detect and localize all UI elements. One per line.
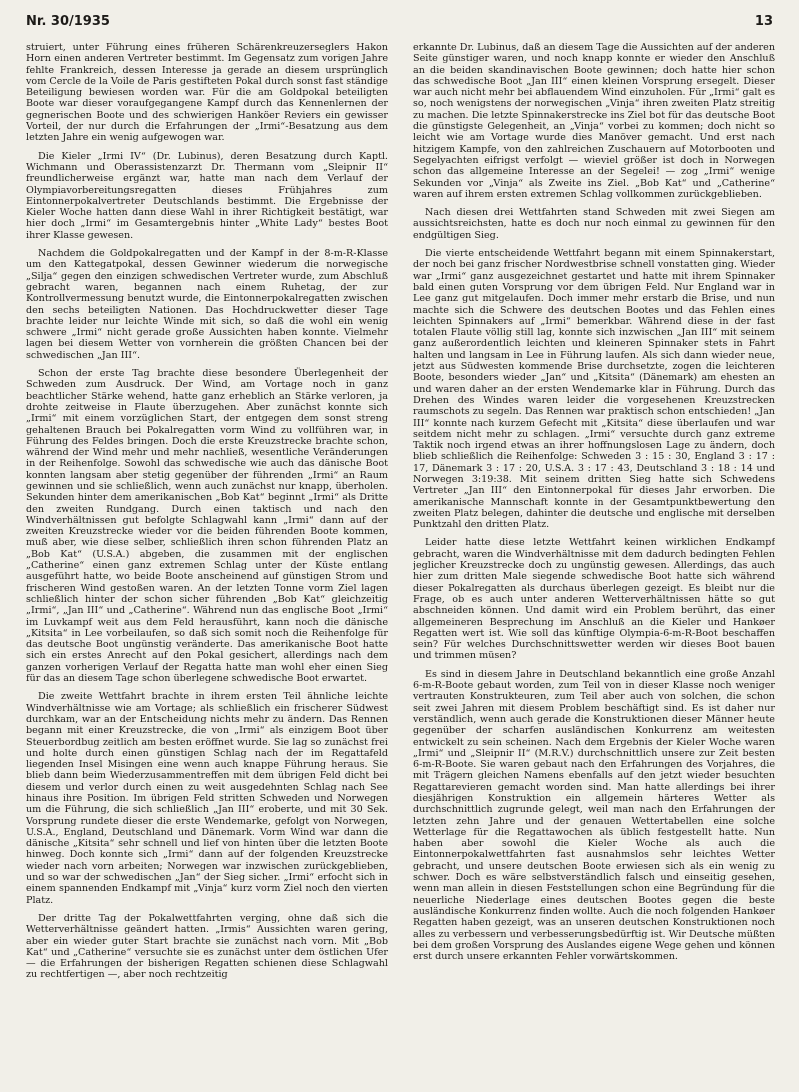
right-column: [413, 42, 775, 1082]
paragraph: Die Kieler „Irmi IV“ (Dr. Lubinus), deren Besatzung durch Kaptl. Wichmann und Oberassistenzarzt Dr. Thermann vom „Sleipnir II“ freundlicherweise ergänzt war, hatte man nach dem Verlauf der Olympiavorbereitungsregatten dieses Frühjahres zum Eintonnerpokalvertreter Deutschlands bestimmt. Die Ergebnisse der Kieler Woche hatten dann diese Wahl in ihrer Richtigkeit bestätigt, war hier doch „Irmi“ im Gesamtergebnis hinter „White Lady“ bestes Boot ihrer Klasse gewesen.: [26, 150, 388, 241]
page-number: 13: [754, 14, 773, 29]
paragraph: Leider hatte diese letzte Wettfahrt keinen wirklichen Endkampf gebracht, waren die Windverhältnisse mit dem dadurch bedingten Fehlen jeglicher Kreuzstrecke doch zu ungünstig gewesen. Allerdings, das auch hier zum dritten Male siegende schwedische Boot hatte sich während dieser Pokalregatten als durchaus überlegen gezeigt. Es bleibt nur die Frage, ob es auch unter anderen Wetterverhältnissen hätte so gut abschneiden können. Und damit wird ein Problem berührt, das einer allgemeineren Besprechung im Anschluß an die Kieler und Hankøer Regatten wert ist. Wie soll das künftige Olympia-6-m-R-Boot beschaffen sein? Für welches Durchschnittswetter werden wir dieses Boot bauen und trimmen müsen?: [413, 537, 775, 662]
paragraph: Es sind in diesem Jahre in Deutschland bekanntlich eine große Anzahl 6-m-R-Boote gebaut worden, zum Teil von in dieser Klasse noch weniger vertrauten Konstrukteuren, zum Teil aber auch von solchen, die schon seit zwei Jahren mit diesem Problem beschäftigt sind. Es ist daher nur verständlich, wenn auch gerade die Konstruktionen dieser Männer heute gegenüber der scharfen ausländischen Konkurrenz am weitesten entwickelt zu sein scheinen. Nach dem Ergebnis der Kieler Woche waren „Irmi“ und „Sleipnir II“ (M.R.V.) durchschnittlich unsere zur Zeit besten 6-m-R-Boote. Sie waren gebaut nach den Erfahrungen des Vorjahres, die mit Trägern gleichen Namens ebenfalls auf den jetzt wieder besuchten Regattarevieren gemacht worden sind. Man hatte allerdings bei ihrer diesjährigen Konstruktion ein allgemein härteres Wetter als durchschnittlich zugrunde gelegt, weil man nach den Erfahrungen der letzten zehn Jahre und der genauen Wettertabellen eine solche Wetterlage für die Regattawochen als üblich festgestellt hatte. Nun haben aber sowohl die Kieler Woche als auch die Eintonnerpokalwettfahrten fast ausnahmslos sehr leichtes Wetter gebracht, und unsere deutschen Boote erwiesen sich als ein wenig zu schwer. Doch es wäre selbstverständlich falsch und einseitig gesehen, wenn man allein in diesen Feststellungen schon eine Begründung für die neuerliche Niederlage eines deutschen Bootes gegen die beste ausländische Konkurrenz finden wollte. Auch die noch folgenden Hankøer Regatten haben gezeigt, was an unseren deutschen Konstruktionen noch alles zu verbessern und verbesserungsbedürftig ist. Wir Deutsche müßten bei dem großen Vorsprung des Auslandes eigene Wege gehen und können erst durch unsere erkannten Fehler vorwärtskommen.: [413, 668, 775, 963]
issue-number: Nr. 30/1935: [26, 14, 110, 29]
paragraph: erkannte Dr. Lubinus, daß an diesem Tage die Aussichten auf der anderen Seite günstiger waren, und noch knapp konnte er wieder den Anschluß an die beiden skandinavischen Boote gewinnen; doch hatte hier schon das schwedische Boot „Jan III“ einen kleinen Vorsprung ersegelt. Dieser war auch nicht mehr bei abflauendem Wind einzuholen. Für „Irmi“ galt es so, noch wenigstens der norwegischen „Vinja“ ihren zweiten Platz streitig zu machen. Die letzte Spinnakerstrecke ins Ziel bot für das deutsche Boot die günstigste Gelegenheit, an „Vinja“ vorbei zu kommen; doch nicht so leicht wie am Vortage wurde dies Manöver gemacht. Und erst nach hitzigem Kampfe, von den zahlreichen Zuschauern auf Motorbooten und Segelyachten eifrigst verfolgt — wieviel größer ist doch in Norwegen schon das allgemeine Interesse an der Segelei! — zog „Irmi“ wenige Sekunden vor „Vinja“ als Zweite ins Ziel. „Bob Kat“ und „Catherine“ waren auf ihrem ersten extremen Schlag vollkommen zurückgeblieben.: [413, 42, 775, 200]
paragraph: Die zweite Wettfahrt brachte in ihrem ersten Teil ähnliche leichte Windverhältnisse wie am Vortage; als schließlich ein frischerer Südwest durchkam, war an der Entscheidung nichts mehr zu ändern. Das Rennen begann mit einer Kreuzstrecke, die von „Irmi“ als einzigem Boot über Steuerbordbug zeitlich am besten eröffnet wurde. Sie lag so zunächst frei und holte durch einen günstigen Schlag nach der im Regattafeld liegenden Insel Misingen eine wenn auch knappe Führung heraus. Sie blieb dann beim Wiederzusammentreffen mit dem übrigen Feld dicht bei diesem und verlor durch einen zu weit ausgedehnten Schlag nach See hinaus ihre Position. Im übrigen Feld stritten Schweden und Norwegen um die Führung, die sich schließlich „Jan III“ eroberte, und mit 30 Sek. Vorsprung rundete dieser die erste Wendemarke, gefolgt von Norwegen, U.S.A., England, Deutschland und Dänemark. Vorm Wind war dann die dänische „Kitsita“ sehr schnell und lief von hinten über die letzten Boote hinweg. Doch konnte sich „Irmi“ dann auf der folgenden Kreuzstrecke wieder nach vorn arbeiten; Norwegen war inzwischen zurückgeblieben, und so war der schwedischen „Jan“ der Sieg sicher. „Irmi“ erfocht sich in einem spannenden Endkampf mit „Vinja“ kurz vorm Ziel noch den vierten Platz.: [26, 691, 388, 906]
article-columns: [26, 42, 775, 1082]
left-column: [26, 42, 388, 1082]
paragraph: Nachdem die Goldpokalregatten und der Kampf in der 8-m-R-Klasse um den Kattegatpokal, dessen Gewinner wiederum die norwegische „Silja“ gegen den einzigen schwedischen Vertreter wurde, zum Abschluß gebracht waren, begannen nach einem Ruhetag, der zur Kontrollvermessung benutzt wurde, die Eintonnerpokalregatten zwischen den sechs beteiligten Nationen. Das Hochdruckwetter dieser Tage brachte leider nur leichte Winde mit sich, so daß die wohl ein wenig schwere „Irmi“ nicht gerade große Aussichten haben konnte. Vielmehr lagen bei diesem Wetter von vornherein die größten Chancen bei der schwedischen „Jan III“.: [26, 248, 388, 361]
paragraph: Der dritte Tag der Pokalwettfahrten verging, ohne daß sich die Wetterverhältnisse geändert hatten. „Irmis“ Aussichten waren gering, aber ein wieder guter Start brachte sie zunächst nach vorn. Mit „Bob Kat“ und „Catherine“ versuchte sie es zunächst unter dem östlichen Ufer — die Erfahrungen der bisherigen Regatten schienen diese Schlagwahl zu rechtfertigen —, aber noch rechtzeitig: [26, 912, 388, 981]
page-header: [26, 14, 773, 38]
paragraph: struiert, unter Führung eines früheren Schärenkreuzerseglers Hakon Horn einen anderen Vertreter bestimmt. Im Gegensatz zum vorigen Jahre fehlte Frankreich, dessen Interesse ja gerade an diesem ursprünglich vom Cercle de la Voile de Paris gestifteten Pokal durch sonst fast ständige Beteiligung bewiesen worden war. Für die am Goldpokal beteiligten Boote war dieser voraufgegangene Kampf durch das Kennenlernen der gegnerischen Boote und des schwierigen Hanköer Reviers ein gewisser Vorteil, der nur durch die Erfahrungen der „Irmi“-Besatzung aus dem letzten Jahre ein wenig aufgewogen war.: [26, 42, 388, 144]
paragraph: Nach diesen drei Wettfahrten stand Schweden mit zwei Siegen am aussichtsreichsten, hatte es doch nur noch einmal zu gewinnen für den endgültigen Sieg.: [413, 207, 775, 241]
paragraph: Die vierte entscheidende Wettfahrt begann mit einem Spinnakerstart, der noch bei ganz frischer Nordwestbrise schnell vonstatten ging. Wieder war „Irmi“ ganz ausgezeichnet gestartet und hatte mit ihrem Spinnaker bald einen guten Vorsprung vor dem übrigen Feld. Nur England war in Lee ganz gut mitgelaufen. Doch immer mehr erstarb die Brise, und nun machte sich die Schwere des deutschen Bootes und das Fehlen eines leichten Spinnakers auf „Irmi“ bemerkbar. Während diese in der fast totalen Flaute völlig still lag, konnte sich inzwischen „Jan III“ mit seinem ganz außerordentlich leichten und kleineren Spinnaker stets in Fahrt halten und langsam in Lee in Führung laufen. Als sich dann wieder neue, jetzt aus Südwesten kommende Brise durchsetzte, zogen die leichteren Boote, besonders wieder „Jan“ und „Kitsita“ (Dänemark) am ehesten an und waren daher an der ersten Wendemarke klar in Führung. Durch das Drehen des Windes waren leider die vorgesehenen Kreuzstrecken raumschots zu segeln. Das Rennen war praktisch schon entschieden! „Jan III“ konnte nach kurzem Gefecht mit „Kitsita“ diese überlaufen und war seitdem nicht mehr zu schlagen. „Irmi“ versuchte durch ganz extreme Taktik noch irgend etwas an ihrer hoffnungslosen Lage zu ändern, doch blieb schließlich die Reihenfolge: Schweden 3 : 15 : 30, England 3 : 17 : 17, Dänemark 3 : 17 : 20, U.S.A. 3 : 17 : 43, Deutschland 3 : 18 : 14 und Norwegen 3:19:38. Mit seinem dritten Sieg hatte sich Schwedens Vertreter „Jan III“ den Eintonnerpokal für dieses Jahr erworben. Die amerikanische Mannschaft konnte in der Gesamtpunktbewertung den zweiten Platz belegen, dahinter die deutsche und englische mit derselben Punktzahl den dritten Platz.: [413, 248, 775, 531]
paragraph: Schon der erste Tag brachte diese besondere Überlegenheit der Schweden zum Ausdruck. Der Wind, am Vortage noch in ganz beachtlicher Stärke wehend, hatte ganz erheblich an Stärke verloren, ja drohte zeitweise in Flaute überzugehen. Aber zunächst konnte sich „Irmi“ mit einem vorzüglichen Start, der entgegen dem sonst streng gehaltenen Brauch bei Pokalregatten vorm Wind zu vollführen war, in Führung des Feldes bringen. Doch die erste Kreuzstrecke brachte schon, während der Wind mehr und mehr nachließ, wesentliche Veränderungen in der Reihenfolge. Sowohl das schwedische wie auch das dänische Boot konnten langsam aber stetig gegenüber der führenden „Irmi“ an Raum gewinnen und sie schließlich, wenn auch zunächst nur knapp, überholen. Sekunden hinter dem amerikanischen „Bob Kat“ beginnt „Irmi“ als Dritte den zweiten Rundgang. Durch einen taktisch und nach den Windverhältnissen gut befolgte Schlagwahl kann „Irmi“ dann auf der zweiten Kreuzstrecke wieder vor die beiden führenden Boote kommen, muß aber, wie diese selber, schließlich ihren schon führenden Platz an „Bob Kat“ (U.S.A.) abgeben, die zusammen mit der englischen „Catherine“ einen ganz extremen Schlag unter der Küste entlang ausgeführt hatte, wo beide Boote anscheinend auf günstigen Strom und frischeren Wind gestoßen waren. An der letzten Tonne vorm Ziel lagen schließlich hinter der schon sicher führenden „Bob Kat“ gleichzeitig „Irmi“, „Jan III“ und „Catherine“. Während nun das englische Boot „Irmi“ im Luvkampf weit aus dem Feld herausführt, kann noch die dänische „Kitsita“ in Lee vorbeilaufen, so daß sich somit noch die Reihenfolge für das deutsche Boot ungünstig veränderte. Das amerikanische Boot hatte sich ein erstes Anrecht auf den Pokal gesichert, allerdings nach dem ganzen vorherigen Verlauf der Regatta hatte man wohl eher einen Sieg für das an diesem Tage schon überlegene schwedische Boot erwartet.: [26, 368, 388, 685]
